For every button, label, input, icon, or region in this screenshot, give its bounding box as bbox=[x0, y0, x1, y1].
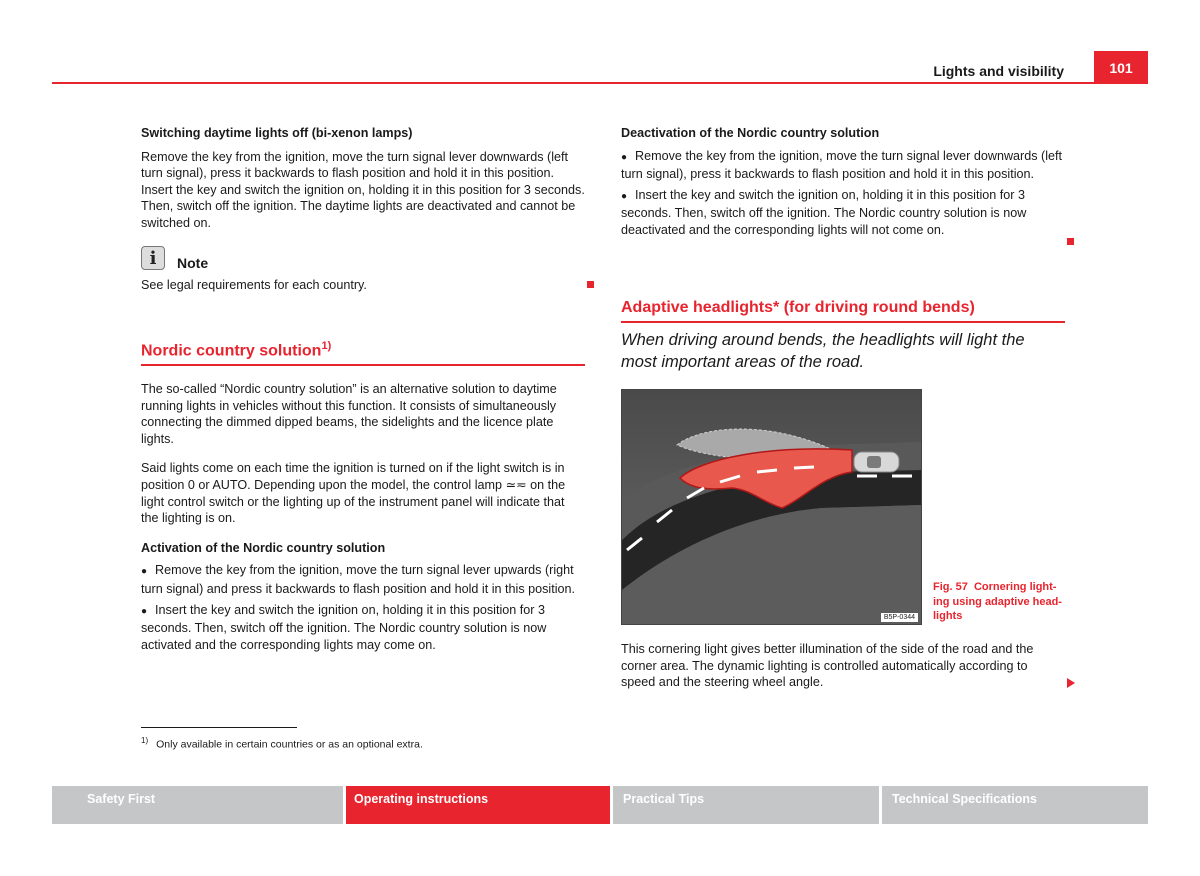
nordic-body bbox=[141, 381, 585, 653]
end-square-icon bbox=[587, 281, 594, 288]
nordic-paragraph-2: Said lights come on each time the ignition is turned on if the light switch is in position 0 or AUTO. Depending upon the model, the control lamp ≃≂ on the light control switch or the lighting up of the instrument panel will indicate that the lighting is on. bbox=[141, 461, 566, 526]
daytime-off-text: Remove the key from the ignition, move the turn signal lever downwards (left turn signal), press it backwards to flash position and hold it in this position. Insert the key and switch the ignition on, holding it in this position for 3 seconds. Then, switch off the ignition. The daytime lights are deactivated and cannot be switched on. bbox=[141, 149, 585, 230]
arrow-right-icon bbox=[1067, 678, 1075, 688]
deactivation-bullet-1-text: Remove the key from the ignition, move the turn signal lever downwards (left turn signal), press it backwards to flash position and hold it in this position. bbox=[621, 148, 1063, 182]
nav-tab-safety-first[interactable]: Safety First bbox=[52, 786, 343, 824]
activation-bullet-2-text: Insert the key and switch the ignition on, holding it in this position for 3 seconds. Then, switch off the ignition. The Nordic country solution is now activated and the corresponding lights may come on. bbox=[141, 602, 547, 652]
daytime-off-title: Switching daytime lights off (bi-xenon lamps) bbox=[141, 126, 413, 140]
nordic-paragraph-1: The so-called “Nordic country solution” is an alternative solution to daytime running lights in vehicles without this function. It consists of simultaneously connecting the dimmed dipped beams, the sidelights and the licence plate lights. bbox=[141, 382, 557, 446]
activation-bullet-1-text: Remove the key from the ignition, move the turn signal lever upwards (right turn signal) and press it backwards to flash position and hold it in this position. bbox=[141, 563, 576, 596]
cornering-light-illustration bbox=[622, 390, 921, 624]
nav-tab-operating-instructions[interactable]: Operating instructions bbox=[346, 786, 610, 824]
nav-tab-practical-tips[interactable]: Practical Tips bbox=[613, 786, 879, 824]
figure-code: B5P-0344 bbox=[881, 613, 918, 622]
page-number: 101 bbox=[1094, 51, 1148, 84]
activation-bullet-2 bbox=[141, 602, 585, 654]
nordic-title bbox=[141, 340, 585, 366]
figure-cornering-light bbox=[621, 389, 922, 625]
bullet-icon: ● bbox=[141, 605, 148, 617]
nav-tab-technical-specifications[interactable]: Technical Specifications bbox=[882, 786, 1148, 824]
adaptive-title: Adaptive headlights* (for driving round bends) bbox=[621, 299, 1065, 323]
adaptive-text: This cornering light gives better illumination of the side of the road and the corner area. The dynamic lighting is controlled automatically according to speed and the steering wheel angle. bbox=[621, 642, 1034, 690]
bullet-icon: ● bbox=[141, 566, 148, 578]
deactivation-bullet-1 bbox=[621, 148, 1065, 183]
figure-caption bbox=[933, 580, 1063, 624]
bullet-icon: ● bbox=[621, 190, 628, 202]
activation-bullet-1 bbox=[141, 562, 585, 597]
deactivation-block bbox=[621, 125, 1065, 239]
footnote-mark: 1) bbox=[141, 736, 149, 745]
figure-caption-number: Fig. 57 bbox=[933, 581, 968, 593]
activation-title: Activation of the Nordic country solution bbox=[141, 540, 386, 555]
figure-caption-text: Cornering lighting using adaptive headlights bbox=[933, 581, 1062, 622]
footnote bbox=[141, 736, 423, 751]
nordic-title-footnote-ref: 1) bbox=[321, 340, 332, 352]
info-i-icon: i bbox=[141, 246, 165, 270]
nordic-title-text: Nordic country solution bbox=[141, 342, 322, 360]
daytime-off-block bbox=[141, 125, 585, 232]
bullet-icon: ● bbox=[621, 151, 628, 163]
note-text: See legal requirements for each country. bbox=[141, 278, 367, 292]
header-rule bbox=[52, 82, 1148, 84]
deactivation-title: Deactivation of the Nordic country solution bbox=[621, 126, 880, 140]
note-label: Note bbox=[177, 255, 209, 271]
deactivation-bullet-2 bbox=[621, 187, 1065, 239]
bottom-nav bbox=[52, 786, 1148, 824]
footnote-rule bbox=[141, 727, 297, 728]
deactivation-bullet-2-text: Insert the key and switch the ignition on, holding it in this position for 3 seconds. Then, switch off the ignition. The Nordic country solution is now deactivated and the corresponding lights will not come on. bbox=[621, 187, 1027, 237]
footnote-text: Only available in certain countries or as an optional extra. bbox=[156, 738, 423, 751]
end-square-icon bbox=[1067, 238, 1074, 245]
adaptive-intro: When driving around bends, the headlights will light the most important areas of the road. bbox=[621, 331, 1025, 371]
running-header: Lights and visibility bbox=[933, 63, 1064, 79]
